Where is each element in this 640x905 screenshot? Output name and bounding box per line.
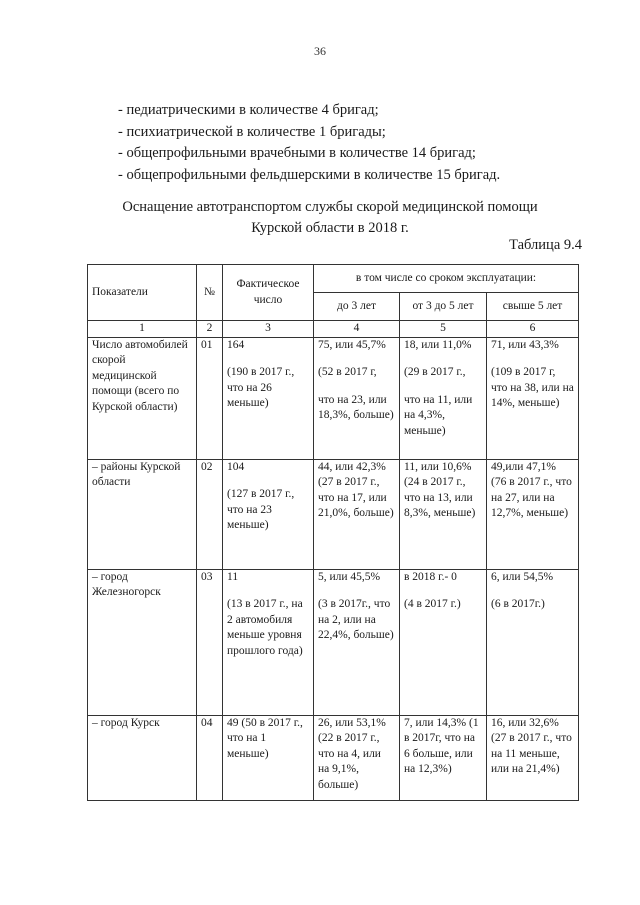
vehicle-table [87, 264, 579, 801]
cell-over-5: 49,или 47,1% (76 в 2017 г., что на 27, или на 12,7%, меньше) [487, 459, 579, 569]
table-label: Таблица 9.4 [509, 237, 582, 253]
heading-line: Оснащение автотранспортом службы скорой медицинской помощи [122, 199, 538, 215]
column-number: 4 [314, 321, 400, 338]
bullet-item: - педиатрическими в количестве 4 бригад; [118, 102, 379, 118]
bullet-item: - общепрофильными врачебными в количестве 14 бригад; [118, 145, 476, 161]
row-label: – город Железногорск [88, 569, 197, 715]
header-3-to-5: от 3 до 5 лет [400, 293, 487, 321]
column-number: 5 [400, 321, 487, 338]
page-number: 36 [314, 44, 326, 58]
row-label: – районы Курской области [88, 459, 197, 569]
table-header-row [88, 265, 579, 293]
cell-3-to-5: 18, или 11,0% (29 в 2017 г., что на 11, или на 4,3%, меньше) [400, 337, 487, 459]
cell-over-5: 16, или 32,6% (27 в 2017 г., что на 11 меньше, или на 21,4%) [487, 715, 579, 800]
section-heading [60, 197, 600, 239]
row-number: 01 [197, 337, 223, 459]
cell-over-5: 6, или 54,5% (6 в 2017г.) [487, 569, 579, 715]
column-number: 1 [88, 321, 197, 338]
table-row [88, 337, 579, 459]
cell-3-to-5: в 2018 г.- 0 (4 в 2017 г.) [400, 569, 487, 715]
heading-line: Курской области в 2018 г. [251, 220, 409, 236]
header-service-group: в том числе со сроком эксплуатации: [314, 265, 579, 293]
header-indicator: Показатели [88, 265, 197, 321]
bullet-item: - психиатрической в количестве 1 бригады; [118, 123, 386, 140]
row-label: – город Курск [88, 715, 197, 800]
header-over-5: свыше 5 лет [487, 293, 579, 321]
cell-actual: 11 (13 в 2017 г., на 2 автомобиля меньше уровня прошлого года) [223, 569, 314, 715]
row-number: 02 [197, 459, 223, 569]
column-number: 2 [197, 321, 223, 338]
bullet-item: - общепрофильными фельдшерскими в количестве 15 бригад. [118, 166, 501, 183]
header-actual: Фактическое число [223, 265, 314, 321]
table-row [88, 715, 579, 800]
cell-3-to-5: 7, или 14,3% (1 в 2017г, что на 6 больше, или на 12,3%) [400, 715, 487, 800]
cell-actual: 104 (127 в 2017 г., что на 23 меньше) [223, 459, 314, 569]
cell-up-to-3: 5, или 45,5% (3 в 2017г., что на 2, или на 22,4%, больше) [314, 569, 400, 715]
cell-up-to-3: 75, или 45,7% (52 в 2017 г, что на 23, или 18,3%, больше) [314, 337, 400, 459]
table-row [88, 459, 579, 569]
cell-over-5: 71, или 43,3% (109 в 2017 г, что на 38, или на 14%, меньше) [487, 337, 579, 459]
cell-actual: 49 (50 в 2017 г., что на 1 меньше) [223, 715, 314, 800]
cell-up-to-3: 26, или 53,1% (22 в 2017 г., что на 4, или на 9,1%, больше) [314, 715, 400, 800]
column-number-row [88, 321, 579, 338]
cell-up-to-3: 44, или 42,3% (27 в 2017 г., что на 17, или 21,0%, больше) [314, 459, 400, 569]
cell-3-to-5: 11, или 10,6% (24 в 2017 г., что на 13, или 8,3%, меньше) [400, 459, 487, 569]
cell-actual: 164 (190 в 2017 г., что на 26 меньше) [223, 337, 314, 459]
column-number: 6 [487, 321, 579, 338]
row-number: 04 [197, 715, 223, 800]
table-row [88, 569, 579, 715]
row-label: Число автомобилей скорой медицинской помощи (всего по Курской области) [88, 337, 197, 459]
row-number: 03 [197, 569, 223, 715]
header-number: № [197, 265, 223, 321]
header-up-to-3: до 3 лет [314, 293, 400, 321]
column-number: 3 [223, 321, 314, 338]
bullet-list [118, 100, 588, 186]
